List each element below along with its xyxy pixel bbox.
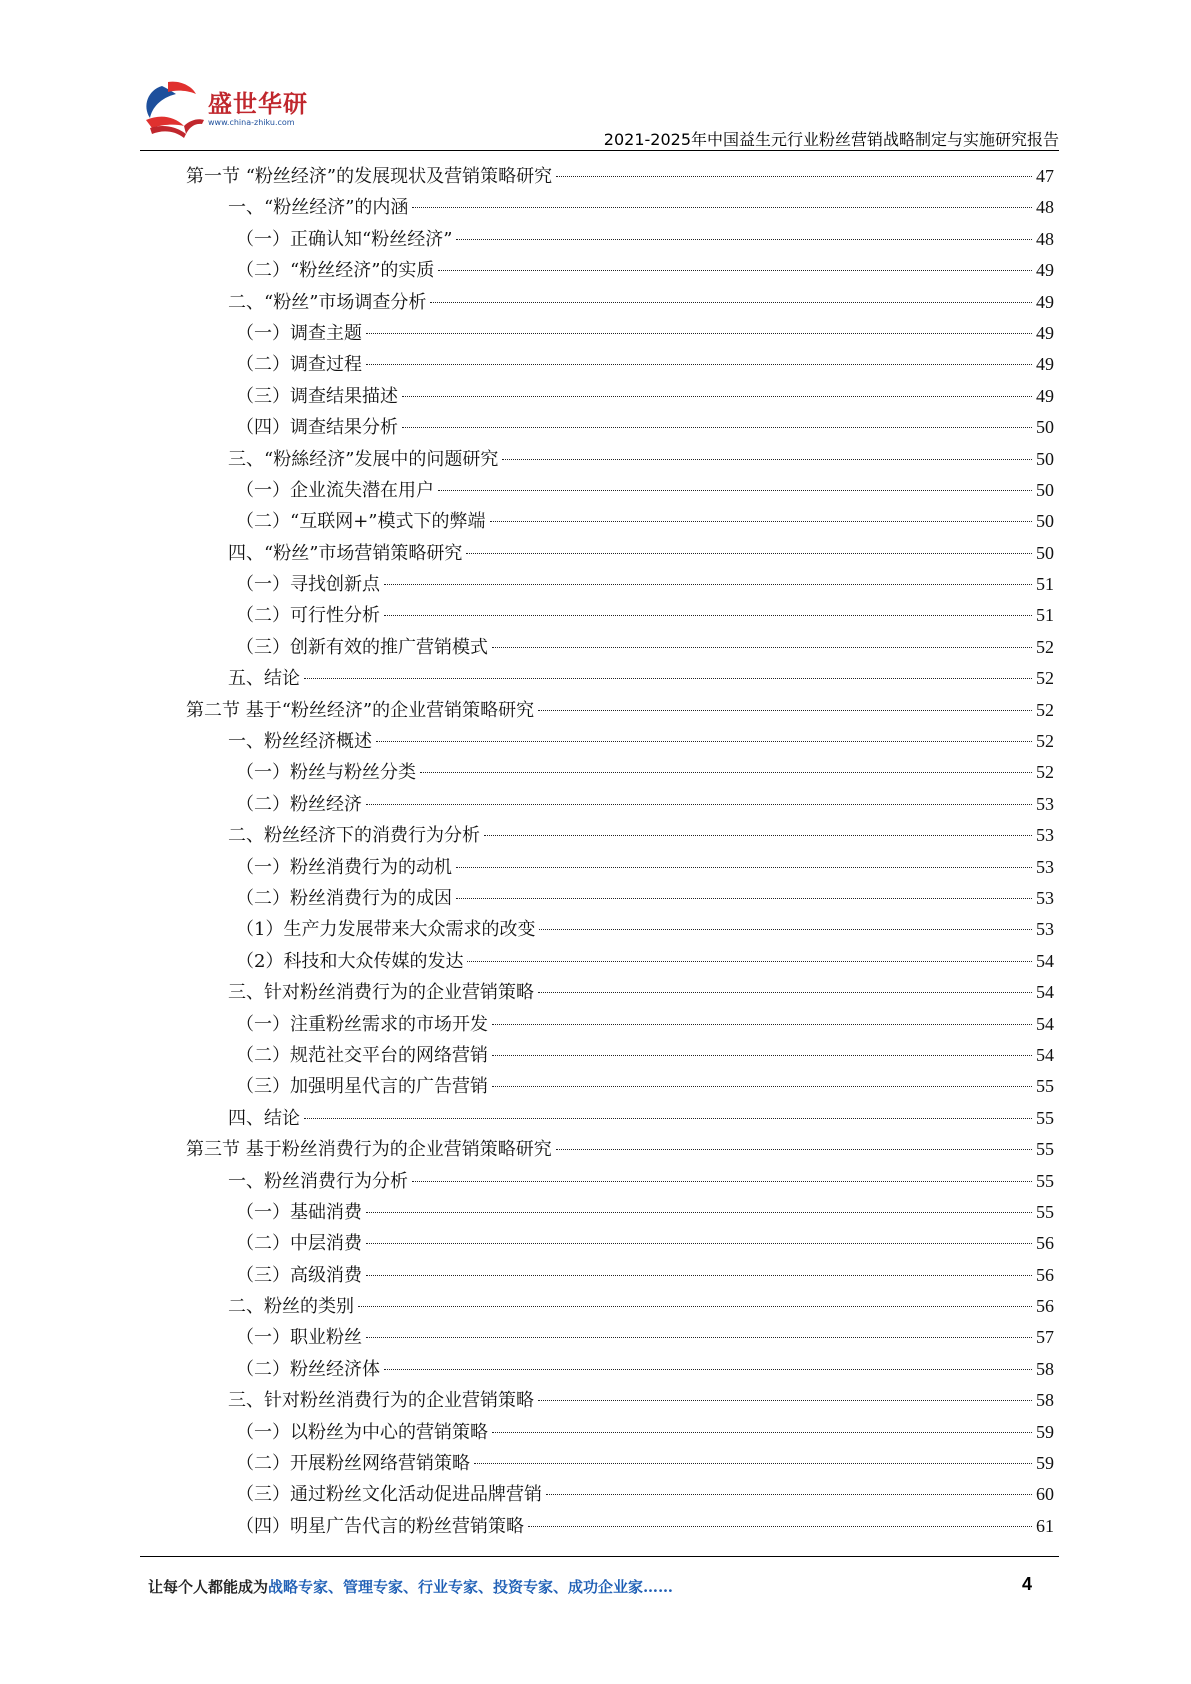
page-header <box>140 80 1059 149</box>
toc-dot-leader <box>556 176 1032 177</box>
toc-entry[interactable] <box>186 192 1054 223</box>
toc-entry-page: 52 <box>1036 636 1054 657</box>
toc-entry-page: 61 <box>1036 1515 1054 1536</box>
toc-entry-title: 第二节 基于“粉丝经济”的企业营销策略研究 <box>186 699 535 721</box>
toc-entry[interactable] <box>186 506 1054 537</box>
toc-entry[interactable] <box>186 569 1054 600</box>
toc-entry-page: 56 <box>1036 1264 1054 1285</box>
toc-dot-leader <box>304 1118 1032 1119</box>
toc-dot-leader <box>376 741 1032 742</box>
toc-dot-leader <box>484 835 1032 836</box>
toc-entry-page: 52 <box>1036 699 1054 720</box>
slogan-prefix: 让每个人都能成为 <box>148 1578 269 1596</box>
toc-entry[interactable] <box>186 757 1054 788</box>
toc-dot-leader <box>502 459 1032 460</box>
toc-entry[interactable] <box>186 1009 1054 1040</box>
toc-entry[interactable] <box>186 475 1054 506</box>
toc-entry-title: （二）开展粉丝网络营销策略 <box>236 1453 470 1475</box>
toc-entry-page: 59 <box>1036 1453 1054 1474</box>
toc-entry-page: 54 <box>1036 1013 1054 1034</box>
toc-entry-page: 53 <box>1036 887 1054 908</box>
toc-entry-page: 49 <box>1036 260 1054 281</box>
toc-entry[interactable] <box>186 444 1054 475</box>
toc-entry[interactable] <box>186 1197 1054 1228</box>
toc-dot-leader <box>384 1369 1032 1370</box>
toc-entry-page: 55 <box>1036 1107 1054 1128</box>
toc-entry-title: 三、“粉絲经济”发展中的问题研究 <box>228 448 499 470</box>
toc-entry-page: 58 <box>1036 1358 1054 1379</box>
toc-dot-leader <box>492 1055 1032 1056</box>
toc-entry[interactable] <box>186 1354 1054 1385</box>
toc-entry-page: 50 <box>1036 417 1054 438</box>
toc-entry-page: 53 <box>1036 919 1054 940</box>
toc-entry[interactable] <box>186 224 1054 255</box>
toc-entry-title: （一）正确认知“粉丝经济” <box>236 228 453 250</box>
toc-entry[interactable] <box>186 318 1054 349</box>
toc-entry-title: 一、粉丝经济概述 <box>228 731 372 753</box>
footer-slogan <box>148 1576 673 1597</box>
toc-entry[interactable] <box>186 1134 1054 1165</box>
toc-entry[interactable] <box>186 1385 1054 1416</box>
toc-dot-leader <box>366 364 1032 365</box>
toc-entry[interactable] <box>186 914 1054 945</box>
toc-entry-title: （1）生产力发展带来大众需求的改变 <box>236 919 536 941</box>
toc-dot-leader <box>430 302 1032 303</box>
toc-entry[interactable] <box>186 1291 1054 1322</box>
toc-entry[interactable] <box>186 1511 1054 1542</box>
toc-entry-page: 49 <box>1036 354 1054 375</box>
toc-entry-title: 一、“粉丝经济”的内涵 <box>228 197 409 219</box>
toc-entry-title: （二）“互联网+”模式下的弊端 <box>236 511 486 533</box>
toc-entry-title: （一）基础消费 <box>236 1201 362 1223</box>
toc-entry-page: 55 <box>1036 1076 1054 1097</box>
toc-dot-leader <box>539 929 1032 930</box>
toc-entry-title: （2）科技和大众传媒的发达 <box>236 950 464 972</box>
toc-entry-page: 49 <box>1036 291 1054 312</box>
toc-entry-title: 二、粉丝的类别 <box>228 1296 354 1318</box>
toc-dot-leader <box>538 710 1032 711</box>
header-divider <box>140 150 1059 151</box>
toc-dot-leader <box>456 239 1032 240</box>
toc-dot-leader <box>490 521 1033 522</box>
toc-dot-leader <box>456 867 1032 868</box>
toc-entry[interactable] <box>186 538 1054 569</box>
toc-entry-page: 50 <box>1036 479 1054 500</box>
toc-entry[interactable] <box>186 1479 1054 1510</box>
toc-entry[interactable] <box>186 1448 1054 1479</box>
toc-entry-title: （二）中层消费 <box>236 1233 362 1255</box>
toc-dot-leader <box>412 207 1032 208</box>
toc-entry[interactable] <box>186 412 1054 443</box>
footer-divider <box>140 1556 1059 1557</box>
toc-entry-page: 48 <box>1036 228 1054 249</box>
toc-entry-page: 52 <box>1036 731 1054 752</box>
toc-entry-page: 57 <box>1036 1327 1054 1348</box>
toc-entry[interactable] <box>186 349 1054 380</box>
toc-entry-title: （二）“粉丝经济”的实质 <box>236 260 435 282</box>
toc-entry-title: （二）粉丝消费行为的成因 <box>236 887 452 909</box>
toc-entry-page: 55 <box>1036 1139 1054 1160</box>
toc-dot-leader <box>438 270 1032 271</box>
toc-entry[interactable] <box>186 852 1054 883</box>
toc-entry[interactable] <box>186 977 1054 1008</box>
toc-entry[interactable] <box>186 1166 1054 1197</box>
toc-dot-leader <box>467 961 1032 962</box>
toc-dot-leader <box>366 1243 1032 1244</box>
toc-entry[interactable] <box>186 287 1054 318</box>
toc-entry-title: （一）调查主题 <box>236 322 362 344</box>
toc-dot-leader <box>402 396 1032 397</box>
toc-entry-page: 50 <box>1036 542 1054 563</box>
toc-dot-leader <box>492 1086 1032 1087</box>
toc-dot-leader <box>366 804 1032 805</box>
company-logo <box>140 80 310 146</box>
toc-entry-title: 第三节 基于粉丝消费行为的企业营销策略研究 <box>186 1139 552 1161</box>
toc-entry[interactable] <box>186 1071 1054 1102</box>
toc-dot-leader <box>304 678 1032 679</box>
toc-entry-title: （一）以粉丝为中心的营销策略 <box>236 1421 488 1443</box>
toc-entry-page: 54 <box>1036 1044 1054 1065</box>
toc-entry-title: 二、“粉丝”市场调查分析 <box>228 291 427 313</box>
toc-dot-leader <box>528 1526 1032 1527</box>
toc-entry-page: 54 <box>1036 950 1054 971</box>
toc-entry-title: 第一节 “粉丝经济”的发展现状及营销策略研究 <box>186 166 553 187</box>
toc-dot-leader <box>492 647 1032 648</box>
toc-dot-leader <box>474 1463 1032 1464</box>
toc-dot-leader <box>538 1400 1032 1401</box>
toc-entry-page: 55 <box>1036 1201 1054 1222</box>
logo-url: www.china-zhiku.com <box>208 118 295 127</box>
toc-entry-title: （一）注重粉丝需求的市场开发 <box>236 1013 488 1035</box>
page-number: 4 <box>1022 1574 1033 1594</box>
toc-entry-title: （三）高级消费 <box>236 1264 362 1286</box>
toc-entry-title: （二）粉丝经济体 <box>236 1358 380 1380</box>
toc-entry-page: 55 <box>1036 1170 1054 1191</box>
slogan-roles: 战略专家、管理专家、行业专家、投资专家、成功企业家…… <box>268 1578 674 1596</box>
toc-entry-title: （四）明星广告代言的粉丝营销策略 <box>236 1515 524 1537</box>
toc-entry-page: 53 <box>1036 793 1054 814</box>
toc-entry-title: （二）粉丝经济 <box>236 793 362 815</box>
toc-entry-page: 53 <box>1036 825 1054 846</box>
toc-entry-page: 50 <box>1036 511 1054 532</box>
toc-entry-title: （二）调查过程 <box>236 354 362 376</box>
toc-dot-leader <box>538 992 1032 993</box>
book-swoosh-logo-icon <box>140 80 206 140</box>
toc-entry-page: 51 <box>1036 574 1054 595</box>
toc-entry-page: 49 <box>1036 322 1054 343</box>
toc-entry-title: （四）调查结果分析 <box>236 417 398 439</box>
toc-entry-title: 三、针对粉丝消费行为的企业营销策略 <box>228 982 534 1004</box>
toc-entry-page: 56 <box>1036 1296 1054 1317</box>
toc-entry-title: （三）加强明星代言的广告营销 <box>236 1076 488 1098</box>
table-of-contents <box>186 161 1054 1542</box>
toc-dot-leader <box>366 1337 1032 1338</box>
toc-dot-leader <box>366 333 1032 334</box>
toc-entry-title: （一）企业流失潜在用户 <box>236 479 434 501</box>
toc-entry[interactable] <box>186 883 1054 914</box>
toc-entry[interactable] <box>186 1417 1054 1448</box>
toc-entry[interactable] <box>186 1040 1054 1071</box>
toc-entry-title: 二、粉丝经济下的消费行为分析 <box>228 825 480 847</box>
toc-entry-page: 49 <box>1036 385 1054 406</box>
toc-entry[interactable] <box>186 381 1054 412</box>
toc-dot-leader <box>384 584 1032 585</box>
toc-entry-page: 59 <box>1036 1421 1054 1442</box>
toc-dot-leader <box>420 772 1032 773</box>
toc-entry-title: （三）调查结果描述 <box>236 385 398 407</box>
toc-entry-title: 四、结论 <box>228 1107 300 1129</box>
toc-entry-page: 58 <box>1036 1390 1054 1411</box>
toc-entry-title: 四、“粉丝”市场营销策略研究 <box>228 542 463 564</box>
toc-dot-leader <box>384 615 1032 616</box>
toc-dot-leader <box>456 898 1032 899</box>
toc-entry[interactable] <box>186 632 1054 663</box>
toc-entry-page: 53 <box>1036 856 1054 877</box>
toc-entry[interactable] <box>186 820 1054 851</box>
toc-dot-leader <box>358 1306 1032 1307</box>
toc-entry-page: 56 <box>1036 1233 1054 1254</box>
toc-entry-title: （一）寻找创新点 <box>236 574 380 596</box>
report-title: 2021-2025年中国益生元行业粉丝营销战略制定与实施研究报告 <box>603 130 1059 149</box>
toc-dot-leader <box>492 1024 1032 1025</box>
toc-entry[interactable] <box>186 663 1054 694</box>
toc-entry-title: （三）创新有效的推广营销模式 <box>236 636 488 658</box>
toc-entry-title: （二）规范社交平台的网络营销 <box>236 1044 488 1066</box>
toc-entry-page: 47 <box>1036 166 1054 186</box>
toc-entry-title: （三）通过粉丝文化活动促进品牌营销 <box>236 1484 542 1506</box>
logo-wordmark: 盛世华研 <box>208 90 308 118</box>
toc-dot-leader <box>402 427 1032 428</box>
toc-entry-page: 52 <box>1036 762 1054 783</box>
toc-entry-title: （一）粉丝与粉丝分类 <box>236 762 416 784</box>
toc-entry-title: 一、粉丝消费行为分析 <box>228 1170 408 1192</box>
toc-entry-page: 50 <box>1036 448 1054 469</box>
toc-entry-title: （一）职业粉丝 <box>236 1327 362 1349</box>
toc-entry[interactable] <box>186 1103 1054 1134</box>
toc-entry[interactable] <box>186 695 1054 726</box>
toc-entry-page: 60 <box>1036 1484 1054 1505</box>
toc-entry[interactable] <box>186 946 1054 977</box>
toc-entry[interactable] <box>186 161 1054 192</box>
toc-dot-leader <box>546 1494 1032 1495</box>
toc-entry[interactable] <box>186 1322 1054 1353</box>
toc-entry[interactable] <box>186 789 1054 820</box>
toc-dot-leader <box>366 1275 1032 1276</box>
toc-dot-leader <box>556 1149 1032 1150</box>
toc-entry-title: 三、针对粉丝消费行为的企业营销策略 <box>228 1390 534 1412</box>
toc-entry[interactable] <box>186 726 1054 757</box>
toc-entry[interactable] <box>186 600 1054 631</box>
toc-entry[interactable] <box>186 1260 1054 1291</box>
toc-entry[interactable] <box>186 1228 1054 1259</box>
toc-entry-page: 51 <box>1036 605 1054 626</box>
toc-dot-leader <box>366 1212 1032 1213</box>
toc-dot-leader <box>412 1181 1032 1182</box>
toc-entry[interactable] <box>186 255 1054 286</box>
toc-entry-page: 52 <box>1036 668 1054 689</box>
toc-entry-title: （一）粉丝消费行为的动机 <box>236 856 452 878</box>
toc-entry-page: 48 <box>1036 197 1054 218</box>
toc-dot-leader <box>466 553 1032 554</box>
toc-entry-title: （二）可行性分析 <box>236 605 380 627</box>
toc-dot-leader <box>492 1432 1032 1433</box>
toc-entry-page: 54 <box>1036 982 1054 1003</box>
toc-dot-leader <box>438 490 1032 491</box>
toc-entry-title: 五、结论 <box>228 668 300 690</box>
